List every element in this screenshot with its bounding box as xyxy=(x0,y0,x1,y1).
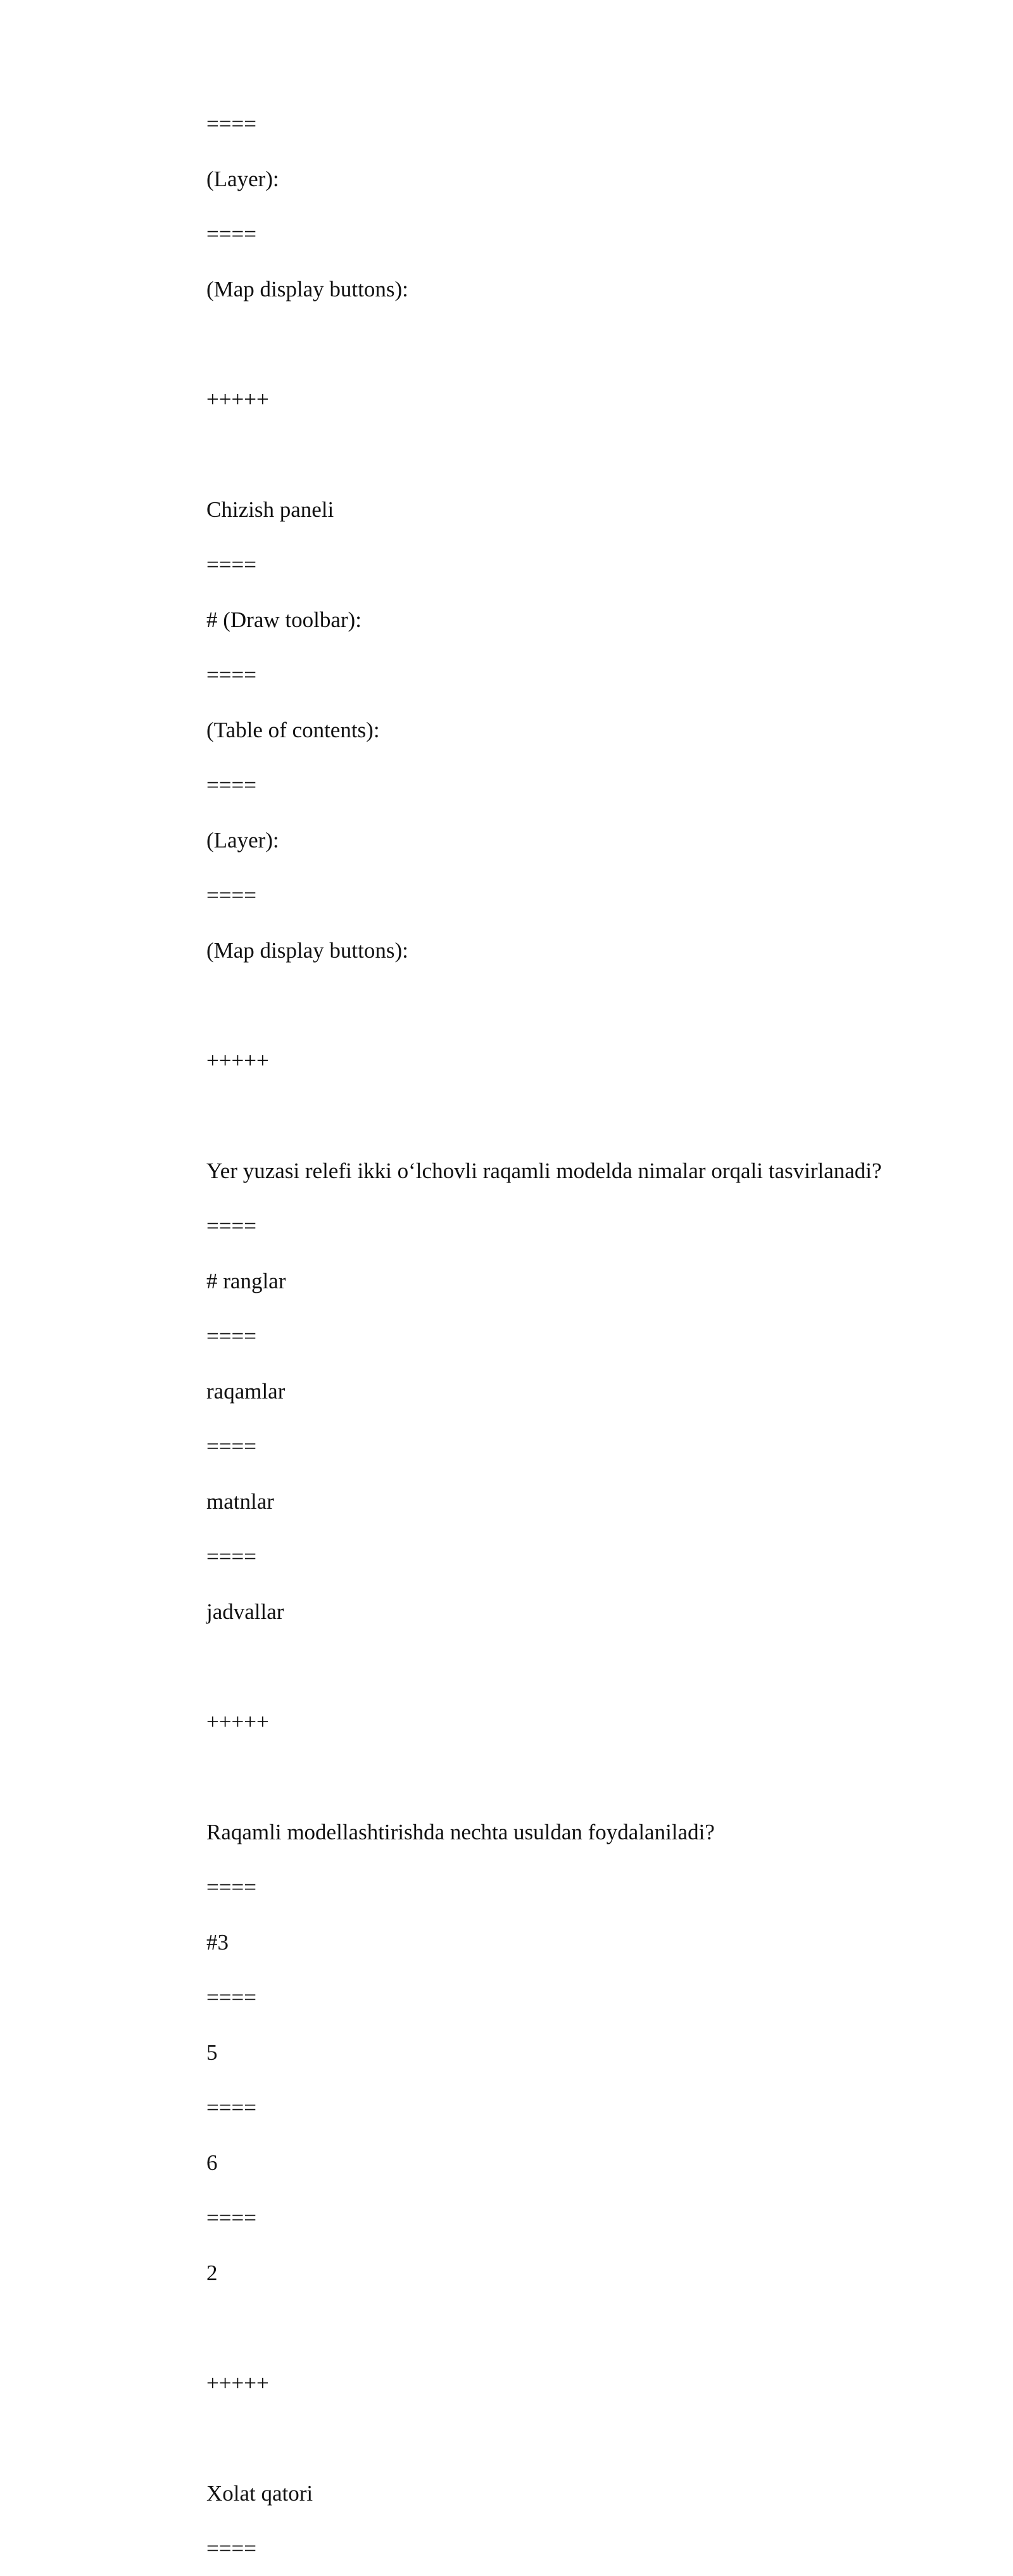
answer-option: 2 xyxy=(206,2261,218,2285)
correct-answer-option: # (Draw toolbar): xyxy=(206,607,362,632)
separator-line: ==== xyxy=(206,883,256,908)
blank-line xyxy=(206,1088,979,1143)
separator-line: ==== xyxy=(206,552,256,577)
question-separator: +++++ xyxy=(206,2371,269,2395)
separator-line: ==== xyxy=(206,663,256,687)
blank-line xyxy=(206,427,979,482)
answer-option: (Layer): xyxy=(206,828,279,853)
answer-option: (Layer): xyxy=(206,167,279,191)
separator-line: ==== xyxy=(206,2205,256,2230)
answer-option: matnlar xyxy=(206,1489,274,1514)
question-separator: +++++ xyxy=(206,1710,269,1734)
answer-option: raqamlar xyxy=(206,1379,286,1404)
separator-line: ==== xyxy=(206,2536,256,2561)
blank-line xyxy=(206,2300,979,2356)
blank-line xyxy=(206,2411,979,2466)
answer-option: 6 xyxy=(206,2150,218,2175)
question-text: Raqamli modellashtirishda nechta usuldan foydalaniladi? xyxy=(206,1820,715,1844)
separator-line: ==== xyxy=(206,1985,256,2010)
blank-line xyxy=(206,1639,979,1694)
question-separator: +++++ xyxy=(206,1048,269,1073)
separator-line: ==== xyxy=(206,111,256,136)
question-text: Yer yuzasi relefi ikki o‘lchovli raqamli modelda nimalar orqali tasvirlanadi? xyxy=(206,1158,882,1183)
answer-option: (Map display buttons): xyxy=(206,277,408,301)
separator-line: ==== xyxy=(206,1434,256,1459)
document-body xyxy=(206,96,979,2576)
question-text: Xolat qatori xyxy=(206,2481,313,2506)
blank-line xyxy=(206,317,979,372)
separator-line: ==== xyxy=(206,222,256,246)
separator-line: ==== xyxy=(206,1214,256,1238)
separator-line: ==== xyxy=(206,773,256,797)
answer-option: (Table of contents): xyxy=(206,718,380,742)
answer-option: jadvallar xyxy=(206,1599,284,1624)
correct-answer-option: #3 xyxy=(206,1930,229,1955)
correct-answer-option: # ranglar xyxy=(206,1269,286,1293)
blank-line xyxy=(206,1749,979,1805)
separator-line: ==== xyxy=(206,2095,256,2120)
separator-line: ==== xyxy=(206,1875,256,1900)
question-separator: +++++ xyxy=(206,387,269,412)
blank-line xyxy=(206,978,979,1033)
separator-line: ==== xyxy=(206,1544,256,1569)
question-text: Chizish paneli xyxy=(206,497,334,522)
answer-option: (Map display buttons): xyxy=(206,938,408,963)
answer-option: 5 xyxy=(206,2040,218,2065)
separator-line: ==== xyxy=(206,1324,256,1348)
